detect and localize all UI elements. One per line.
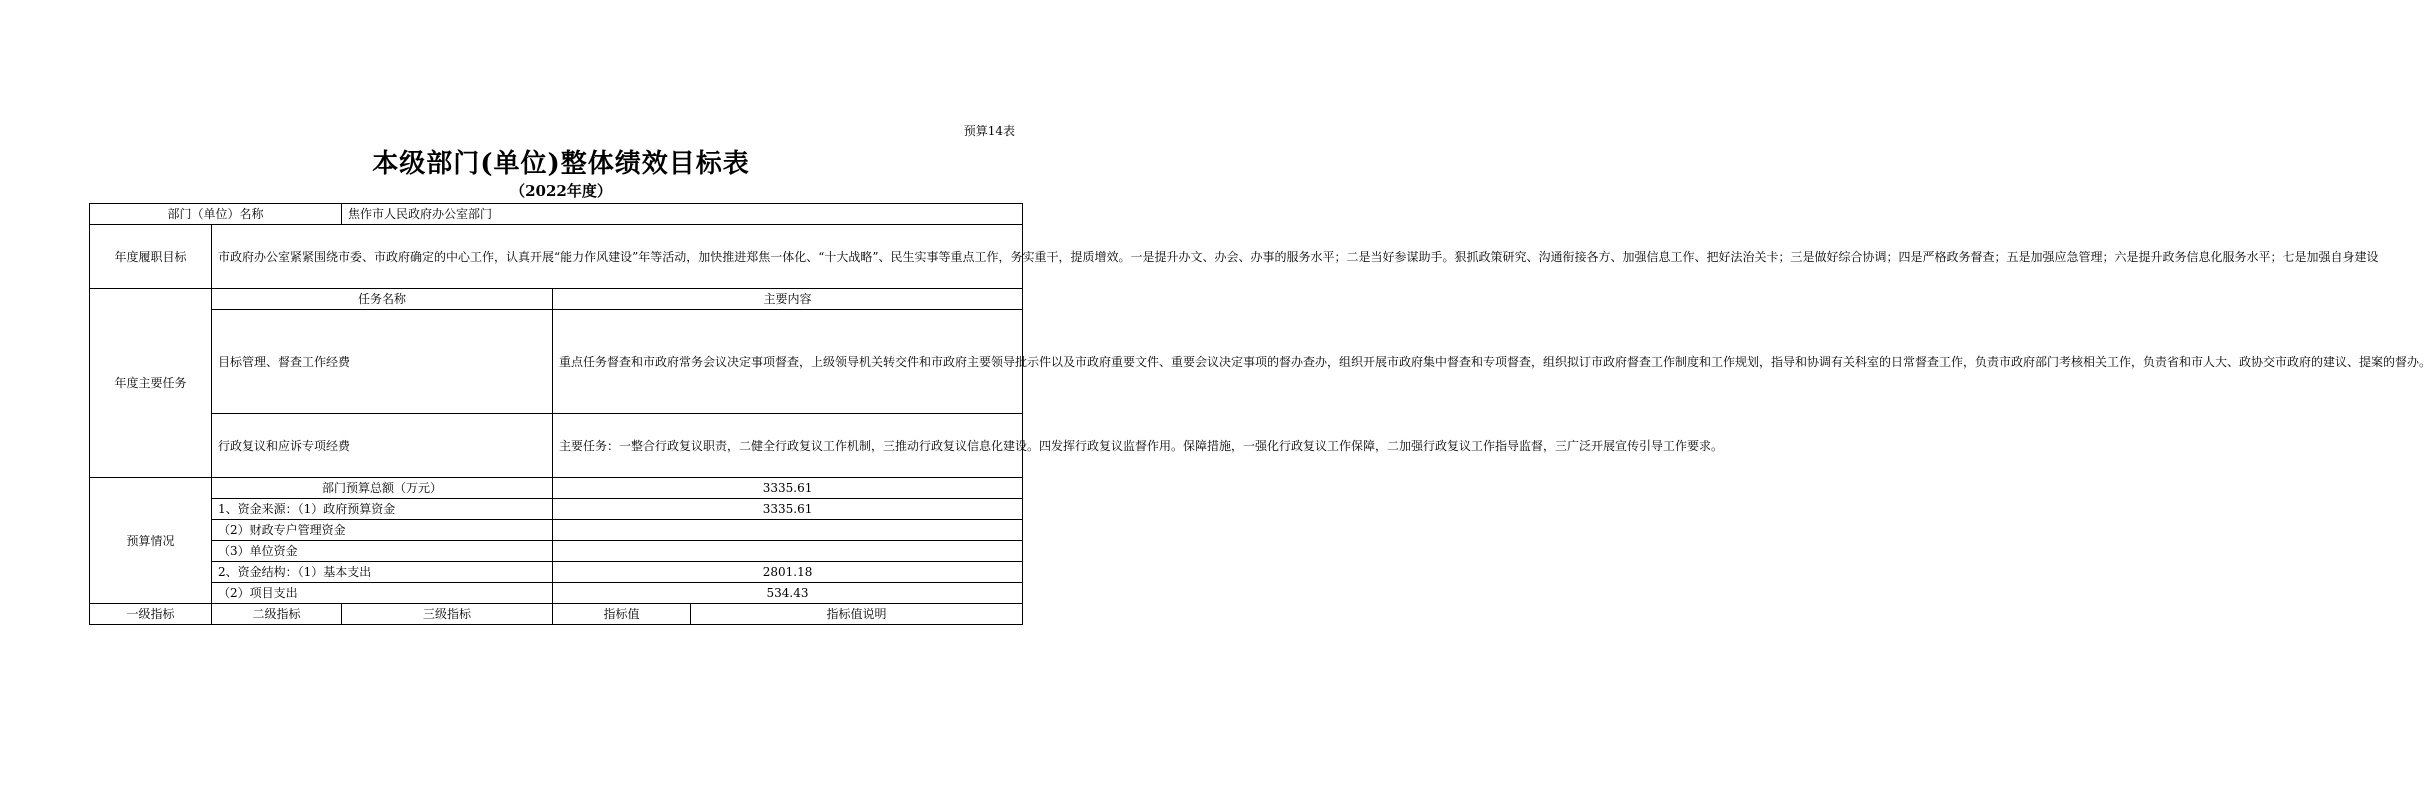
tasks-col-name: 任务名称 bbox=[212, 289, 553, 310]
budget-item: （2）项目支出 bbox=[212, 583, 553, 604]
budget-row bbox=[90, 520, 1023, 541]
budget-item: 1、资金来源：（1）政府预算资金 bbox=[212, 499, 553, 520]
budget-value: 3335.61 bbox=[553, 499, 1023, 520]
task-row bbox=[90, 310, 1023, 414]
indicator-description-header: 指标值说明 bbox=[691, 604, 1023, 625]
budget-row bbox=[90, 583, 1023, 604]
tasks-header-row bbox=[90, 289, 1023, 310]
budget-value bbox=[553, 541, 1023, 562]
budget-value: 2801.18 bbox=[553, 562, 1023, 583]
budget-value: 3335.61 bbox=[553, 478, 1023, 499]
task-name: 行政复议和应诉专项经费 bbox=[212, 414, 553, 478]
form-number-label: 预算14表 bbox=[963, 124, 1015, 138]
budget-row bbox=[90, 562, 1023, 583]
budget-label: 预算情况 bbox=[90, 478, 212, 604]
annual-goal-text: 市政府办公室紧紧围绕市委、市政府确定的中心工作，认真开展“能力作风建设”年等活动，加快推进郑焦一体化、“十大战略”、民生实事等重点工作，务实重干，提质增效。一是提升办文、办会、办事的服务水平；二是当好参谋助手。狠抓政策研究、沟通衔接各方、加强信息工作、把好法治关卡；三是做好综合协调；四是严格政务督查；五是加强应急管理；六是提升政务信息化服务水平；七是加强自身建设 bbox=[212, 225, 1023, 289]
budget-item: （3）单位资金 bbox=[212, 541, 553, 562]
indicator-header-row bbox=[90, 604, 1023, 625]
unit-label: 部门（单位）名称 bbox=[90, 204, 342, 225]
budget-value bbox=[553, 520, 1023, 541]
performance-target-table bbox=[89, 203, 2431, 625]
indicator-level2-header: 二级指标 bbox=[212, 604, 342, 625]
indicator-value-header: 指标值 bbox=[553, 604, 691, 625]
unit-value: 焦作市人民政府办公室部门 bbox=[342, 204, 1023, 225]
budget-row bbox=[90, 499, 1023, 520]
annual-goal-row bbox=[90, 225, 1023, 289]
budget-row bbox=[90, 478, 1023, 499]
tasks-col-content: 主要内容 bbox=[553, 289, 1023, 310]
annual-goal-label: 年度履职目标 bbox=[90, 225, 212, 289]
page-title: 本级部门(单位)整体绩效目标表 bbox=[372, 149, 750, 179]
task-name: 目标管理、督查工作经费 bbox=[212, 310, 553, 414]
unit-row bbox=[90, 204, 1023, 225]
indicator-level1-header: 一级指标 bbox=[90, 604, 212, 625]
page-subtitle: （2022年度） bbox=[510, 182, 612, 200]
budget-item: 2、资金结构：（1）基本支出 bbox=[212, 562, 553, 583]
budget-row bbox=[90, 541, 1023, 562]
task-content: 主要任务：一整合行政复议职责，二健全行政复议工作机制，三推动行政复议信息化建设。四发挥行政复议监督作用。保障措施，一强化行政复议工作保障，二加强行政复议工作指导监督，三广泛开展宣传引导工作要求。 bbox=[553, 414, 1023, 478]
budget-item: （2）财政专户管理资金 bbox=[212, 520, 553, 541]
indicator-level3-header: 三级指标 bbox=[342, 604, 553, 625]
budget-value: 534.43 bbox=[553, 583, 1023, 604]
task-row bbox=[90, 414, 1023, 478]
task-content: 重点任务督查和市政府常务会议决定事项督查，上级领导机关转交件和市政府主要领导批示件以及市政府重要文件、重要会议决定事项的督办查办，组织开展市政府集中督查和专项督查，组织拟订市政府督查工作制度和工作规划，指导和协调有关科室的日常督查工作，负责市政府部门考核相关工作，负责省和市人大、政协交市政府的建议、提案的督办。 bbox=[553, 310, 1023, 414]
budget-item: 部门预算总额（万元） bbox=[212, 478, 553, 499]
tasks-label: 年度主要任务 bbox=[90, 289, 212, 478]
